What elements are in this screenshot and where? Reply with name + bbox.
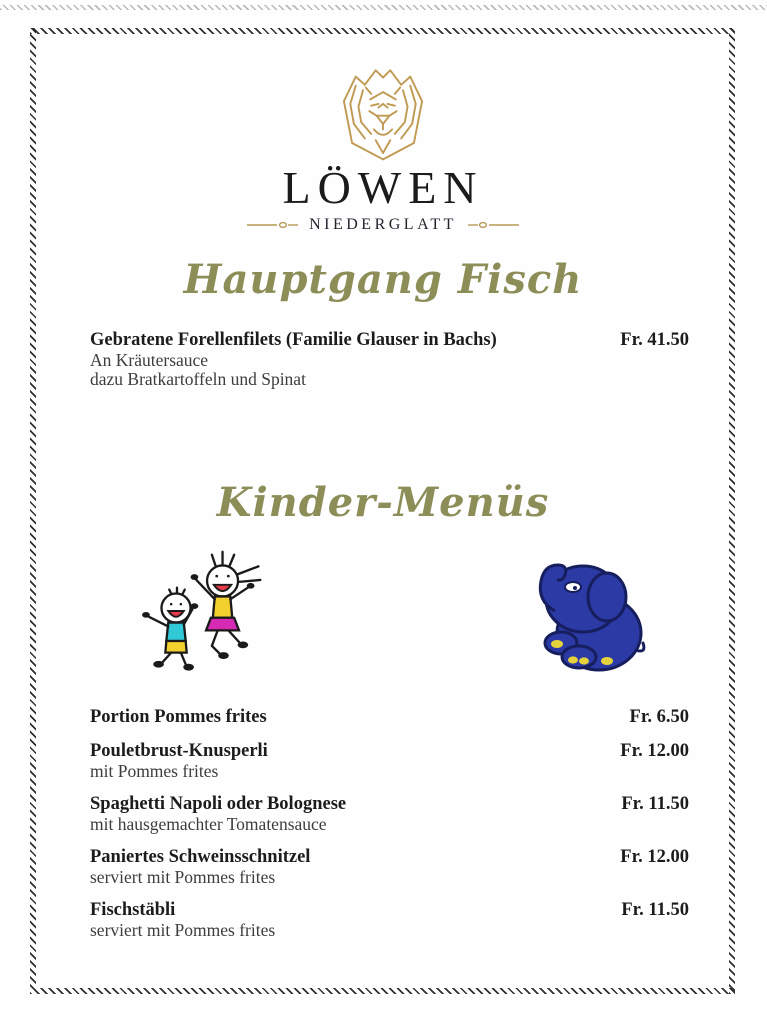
item-price: Fr. 11.50 bbox=[621, 794, 689, 814]
lion-logo-icon bbox=[327, 63, 439, 163]
restaurant-location: NIEDERGLATT bbox=[309, 216, 457, 233]
item-name: Pouletbrust-Knusperli bbox=[90, 741, 268, 761]
menu-item-pouletbrust bbox=[90, 741, 689, 781]
menu-item-forellenfilets bbox=[90, 330, 689, 389]
frame-bottom-edge bbox=[30, 988, 735, 994]
item-head bbox=[90, 794, 689, 815]
item-name: Gebratene Forellenfilets (Familie Glauser in Bachs) bbox=[90, 330, 497, 350]
menu-item-fischstaebli bbox=[90, 900, 689, 940]
kinder-illustrations bbox=[31, 547, 735, 675]
item-price: Fr. 12.00 bbox=[620, 741, 689, 761]
item-description: An Kräutersauce bbox=[90, 350, 209, 370]
restaurant-name: LÖWEN bbox=[282, 162, 484, 213]
page-edge-line bbox=[0, 5, 767, 10]
item-price: Fr. 12.00 bbox=[620, 847, 689, 867]
logo-wrap bbox=[31, 63, 735, 163]
item-head bbox=[90, 847, 689, 868]
hauptgang-items bbox=[31, 330, 735, 389]
kinder-items bbox=[31, 707, 735, 940]
jumping-children-illustration bbox=[129, 547, 287, 673]
item-head bbox=[90, 741, 689, 762]
item-price: Fr. 41.50 bbox=[620, 330, 689, 350]
item-head bbox=[90, 330, 689, 351]
item-price: Fr. 11.50 bbox=[621, 900, 689, 920]
right-ornament-icon bbox=[467, 220, 519, 230]
item-head bbox=[90, 707, 689, 728]
item-description: serviert mit Pommes frites bbox=[90, 920, 276, 940]
elephant-illustration bbox=[521, 547, 653, 675]
item-name: Fischstäbli bbox=[90, 900, 176, 920]
menu-item-spaghetti bbox=[90, 794, 689, 834]
item-head bbox=[90, 900, 689, 921]
section-title-kinder-menus: Kinder-Menüs bbox=[216, 479, 550, 526]
section-title-hauptgang-fisch: Hauptgang Fisch bbox=[183, 256, 583, 303]
item-description: mit hausgemachter Tomatensauce bbox=[90, 814, 327, 834]
menu-item-pommes bbox=[90, 707, 689, 728]
item-name: Portion Pommes frites bbox=[90, 707, 267, 727]
menu-content bbox=[31, 28, 735, 953]
item-price: Fr. 6.50 bbox=[629, 707, 689, 727]
item-description: serviert mit Pommes frites bbox=[90, 867, 276, 887]
left-ornament-icon bbox=[247, 220, 299, 230]
item-description: dazu Bratkartoffeln und Spinat bbox=[90, 369, 306, 389]
item-name: Paniertes Schweinsschnitzel bbox=[90, 847, 311, 867]
menu-item-schnitzel bbox=[90, 847, 689, 887]
restaurant-location-row bbox=[31, 216, 735, 234]
item-description: mit Pommes frites bbox=[90, 761, 219, 781]
item-name: Spaghetti Napoli oder Bolognese bbox=[90, 794, 347, 814]
